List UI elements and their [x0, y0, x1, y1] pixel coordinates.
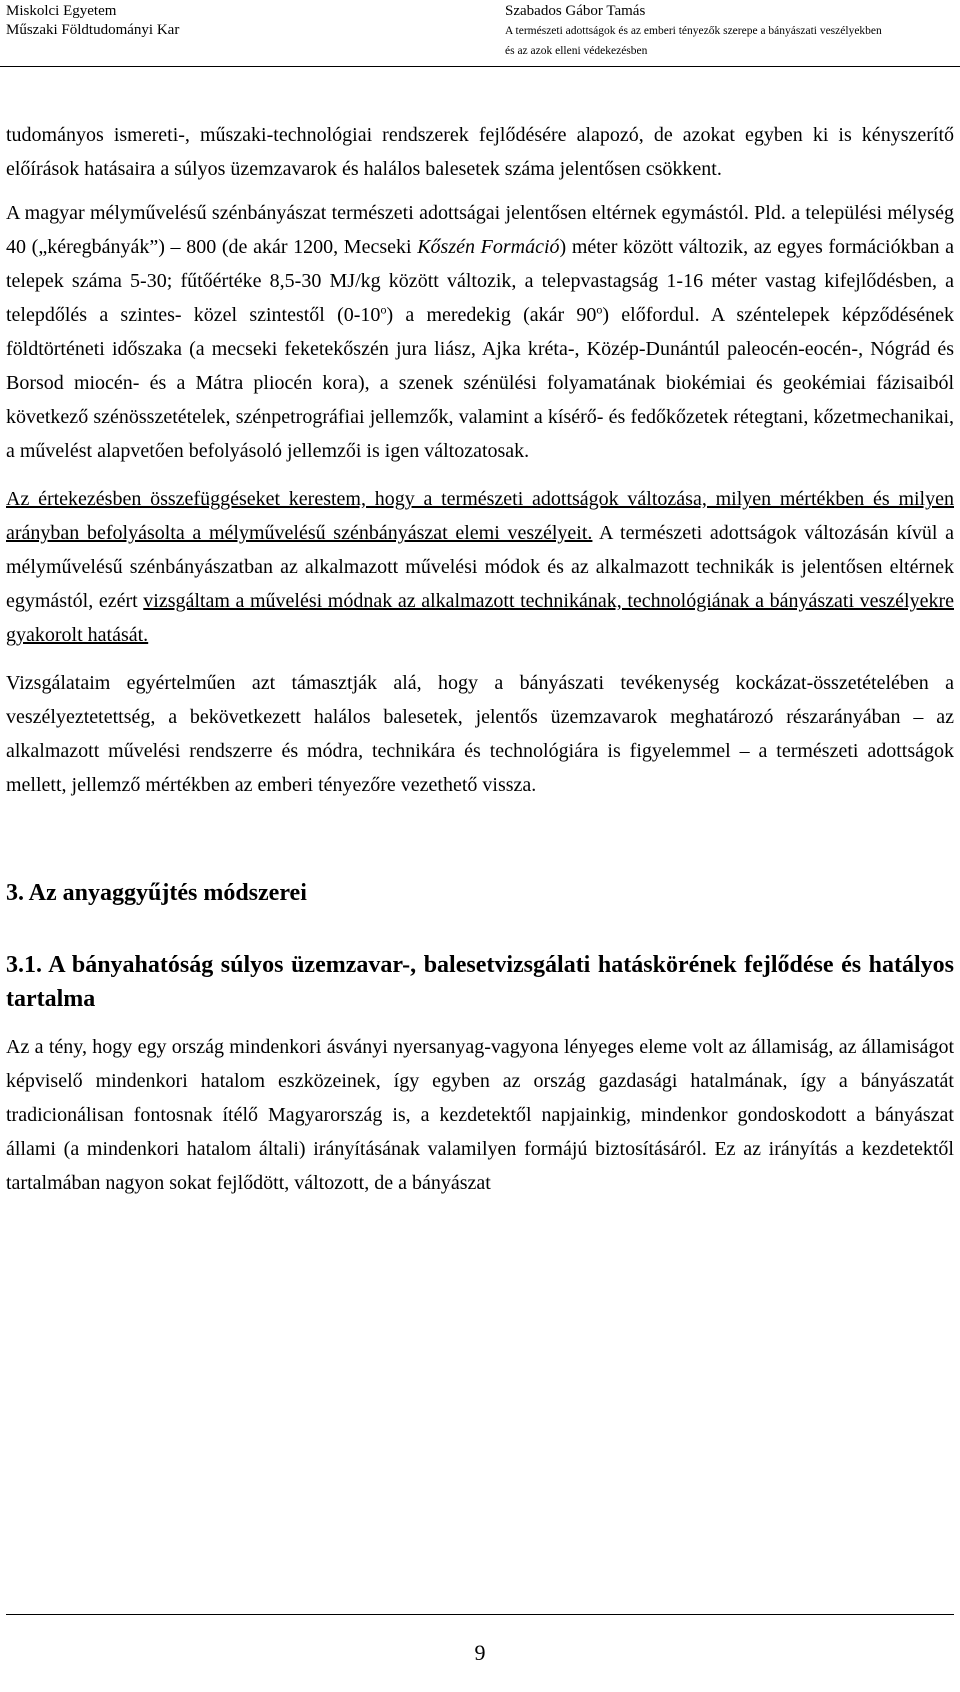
header-divider — [0, 66, 960, 67]
paragraph-2 — [6, 196, 954, 468]
degree-superscript: o — [596, 302, 603, 317]
subsection-heading: 3.1. A bányahatóság súlyos üzemzavar-, balesetvizsgálati hatáskörének fejlődése és hatályos tartalma — [6, 952, 954, 1012]
paragraph-4: Vizsgálataim egyértelműen azt támasztják alá, hogy a bányászati tevékenység kockázat-összetételében a veszélyeztetettség, a bekövetkezett halálos balesetek, jelentős üzemzavarok meghatározó részarányában – az alkalmazott művelési rendszerre és módra, technikára és technológiára is figyelemmel – a természeti adottságok mellett, jellemző mértékben az emberi tényezőre vezethető vissza. — [6, 672, 954, 796]
footer-divider — [6, 1614, 954, 1615]
paragraph-1: tudományos ismereti-, műszaki-technológiai rendszerek fejlődésére alapozó, de azokat egyben ki is kényszerítő előírások hatásaira a súlyos üzemzavarok és halálos balesetek száma jelentősen csökkent. — [6, 124, 954, 180]
paragraph-2-text-a: A magyar mélyművelésű szénbányászat természeti adottságai jelentősen eltérnek egymástól. Pld. a települési mélység 40 („kéregbányák”) – 800 (de akár 1200, Mecseki — [6, 202, 954, 258]
paragraph-5: Az a tény, hogy egy ország mindenkori ásványi nyersanyag-vagyona lényeges eleme volt az államiság, az államiságot képviselő mindenkori hatalom eszközeinek, így egyben az ország gazdasági hatalmának, így a bányászatát tradicionálisan fontosnak ítélő Magyarország is, a kezdetektől napjainkig, mindenkor gondoskodott a bányászat állami (a mindenkori hatalom általi) irányításának valamilyen formájú biztosításáról. Ez az irányítás a kezdetektől tartalmában nagyon sokat fejlődött, változott, de a bányászat — [6, 1036, 954, 1194]
paragraph-3-underlined-b: vizsgáltam a művelési módnak az alkalmazott technikának, technológiának a bányászati veszélyekre gyakorolt hatását. — [6, 590, 954, 646]
paragraph-3-text: A természeti adottságok változásán kívül a mélyművelésű szénbányászatban az alkalmazott művelési módok és az alkalmazott technikák is jelentősen eltérnek egymástól, ezért — [6, 522, 954, 612]
section-heading: 3. Az anyaggyűjtés módszerei — [6, 880, 307, 906]
paragraph-2-italic: Kőszén Formáció — [417, 236, 560, 258]
body-text — [6, 118, 954, 1200]
paragraph-3 — [6, 482, 954, 652]
header-left — [6, 2, 179, 40]
header-author: Szabados Gábor Tamás — [505, 3, 646, 19]
paragraph-2-text-c: ) a meredekig (akár 90 — [386, 304, 597, 326]
paragraph-2-text-b: ) méter között változik, az egyes formációkban a telepek száma 5-30; fűtőértéke 8,5-30 MJ/kg között változik, a telepvastagság 1-16 méter vastag kifejlődésben, a telepdőlés a szintes- közel szintestől (0-10 — [6, 236, 954, 326]
header-university: Miskolci Egyetem — [6, 3, 117, 19]
paragraph-3-underlined-a: Az értekezésben összefüggéseket kerestem, hogy a természeti adottságok változása, milyen mértékben és milyen arányban befolyásolta a mélyművelésű szénbányászat elemi veszélyeit. — [6, 488, 954, 544]
header-faculty: Műszaki Földtudományi Kar — [6, 22, 180, 38]
paragraph-2-text-d: ) előfordul. A széntelepek képződésének földtörténeti időszaka (a mecseki feketekőszén jura liász, Ajka kréta-, Közép-Dunántúl paleocén-eocén-, Nógrád és Borsod miocén- és a Mátra pliocén kora), a szenek szénülési folyamatának biokémiai és geokémiai fázisaiból következő szénösszetételek, szénpetrográfiai jellemzők, valamint a kísérő- és fedőkőzetek rétegtani, kőzetmechanikai, a művelést alapvetően befolyásoló jellemzői is igen változatosak. — [6, 304, 955, 462]
header-subtitle-line1: A természeti adottságok és az emberi tényezők szerepe a bányászati veszélyekben — [505, 25, 882, 37]
page-number: 9 — [474, 1640, 486, 1665]
degree-superscript: o — [380, 302, 387, 317]
header-right — [505, 2, 957, 61]
header-subtitle-line2: és az azok elleni védekezésben — [505, 45, 648, 57]
